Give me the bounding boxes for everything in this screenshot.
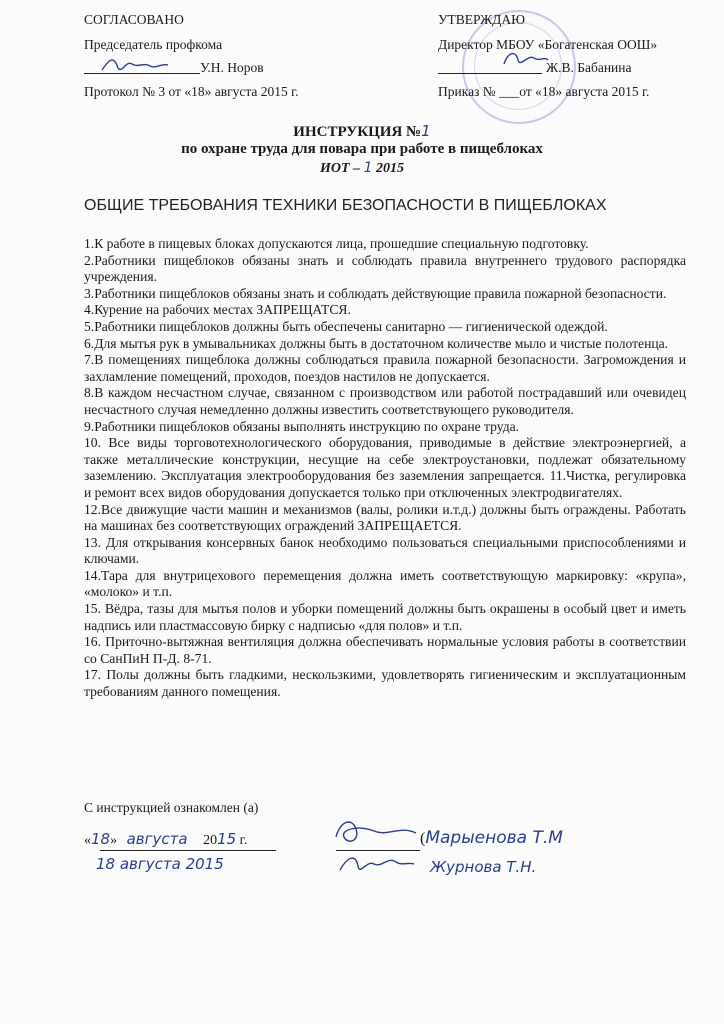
instruction-title: ИНСТРУКЦИЯ №1 xyxy=(293,122,431,140)
list-item: 7.В помещениях пищеблока должны соблюдаться правила пожарной безопасности. Загромождения и захламление помещений, проходов, поездов настилов не допускается. xyxy=(84,352,686,384)
list-item: 5.Работники пищеблоков должны быть обеспечены санитарно — гигиенической одеждой. xyxy=(84,318,608,334)
list-item: 4.Курение на рабочих местах ЗАПРЕЩАТСЯ. xyxy=(84,302,351,318)
ack-signature-1 xyxy=(330,815,420,849)
agreed-label: СОГЛАСОВАНО xyxy=(84,12,184,27)
instruction-code: ИОТ – 1 2015 xyxy=(320,160,404,176)
approve-label: УТВЕРЖДАЮ xyxy=(438,12,526,27)
right-signature xyxy=(500,46,550,72)
ack-second-name-hand: Журнова Т.Н. xyxy=(430,858,537,876)
left-signature xyxy=(100,54,170,76)
ack-signature-2 xyxy=(336,848,416,880)
list-item: 14.Тара для внутрицехового перемещения должна иметь соответствующую маркировку: «крупа», «молоко» и т.п. xyxy=(84,567,686,600)
ack-date-line xyxy=(100,850,276,851)
list-item: 1.К работе в пищевых блоках допускаются лица, прошедшие специальную подготовку. xyxy=(84,236,589,251)
ack-month-hand: августа xyxy=(126,830,188,848)
profkom-position: Председатель профкома xyxy=(84,37,223,52)
right-signature-line xyxy=(438,73,542,74)
list-item: 17. Полы должны быть гладкими, нескользкими, удовлетворять гигиеническим и эксплуатационным требованиям данного помещения. xyxy=(84,667,686,700)
list-item: 6.Для мытья рук в умывальниках должны быть в достаточном количестве мыло и чистые полотенца. xyxy=(84,335,669,351)
instruction-body xyxy=(84,236,686,701)
instruction-number-hand: 1 xyxy=(421,122,431,140)
ack-date: «18» августа 2015 г. xyxy=(84,830,248,848)
list-item: 12.Все движущие части машин и механизмов (валы, ролики и.т.д.) должны быть ограждены. Работать на машинах без соответствующих ограждений ЗАПРЕЩАЕТСЯ. xyxy=(84,501,686,534)
list-item: 3.Работники пищеблоков обязаны знать и соблюдать действующие правила пожарной безопасности. xyxy=(84,285,667,301)
list-item: 9.Работники пищеблоков обязаны выполнять инструкцию по охране труда. xyxy=(84,418,520,434)
list-item: 2.Работники пищеблоков обязаны знать и соблюдать правила внутреннего трудового распорядка учреждения. xyxy=(84,252,686,285)
list-item: 8.В каждом несчастном случае, связанном с производством или работой пострадавший или очевидец несчастного случая немедленно должны известить соответствующего руководителя. xyxy=(84,385,686,417)
instruction-subtitle: по охране труда для повара при работе в пищеблоках xyxy=(181,141,543,157)
ack-name: (Марыенова Т.М xyxy=(420,828,563,848)
left-signatory: У.Н. Норов xyxy=(200,60,264,75)
order-line: Приказ № ___от «18» августа 2015 г. xyxy=(438,84,650,99)
director-position: Директор МБОУ «Богатенская ООШ» xyxy=(438,37,658,52)
ack-day-hand: 18 xyxy=(91,830,111,848)
right-signatory: Ж.В. Бабанина xyxy=(546,60,632,75)
code-number-hand: 1 xyxy=(363,160,373,176)
ack-year-hand: 15 xyxy=(217,830,237,848)
list-item: 15. Вёдра, тазы для мытья полов и уборки помещений должны быть окрашены в особый цвет и иметь надпись или пластмассовую бирку с надписью «для полов» и т.п. xyxy=(84,601,686,633)
ack-second-date-hand: 18 августа 2015 xyxy=(96,855,224,873)
list-item: 10. Все виды торговотехнологического оборудования, приводимые в действие электроэнергией, а также металлические конструкции, несущие на себе электроустановки, подлежат обязательному заземлению. Эксплуатация электрооборудования без заземления запрещается. 11.Чистка, регулировка и ремонт всех видов оборудования допускается только при отключенных электродвигателях. xyxy=(84,435,686,500)
protocol-line: Протокол № 3 от «18» августа 2015 г. xyxy=(84,84,299,99)
section-heading: ОБЩИЕ ТРЕБОВАНИЯ ТЕХНИКИ БЕЗОПАСНОСТИ В ПИЩЕБЛОКАХ xyxy=(84,197,607,214)
ack-name-hand: Марыенова Т.М xyxy=(425,828,563,848)
list-item: 13. Для открывания консервных банок необходимо пользоваться специальными приспособлениями и ключами. xyxy=(84,534,686,567)
acknowledgement-label: С инструкцией ознакомлен (а) xyxy=(84,800,259,815)
list-item: 16. Приточно-вытяжная вентиляция должна обеспечивать нормальные условия работы в соответствии со СанПиН П-Д. 8-71. xyxy=(84,634,686,666)
